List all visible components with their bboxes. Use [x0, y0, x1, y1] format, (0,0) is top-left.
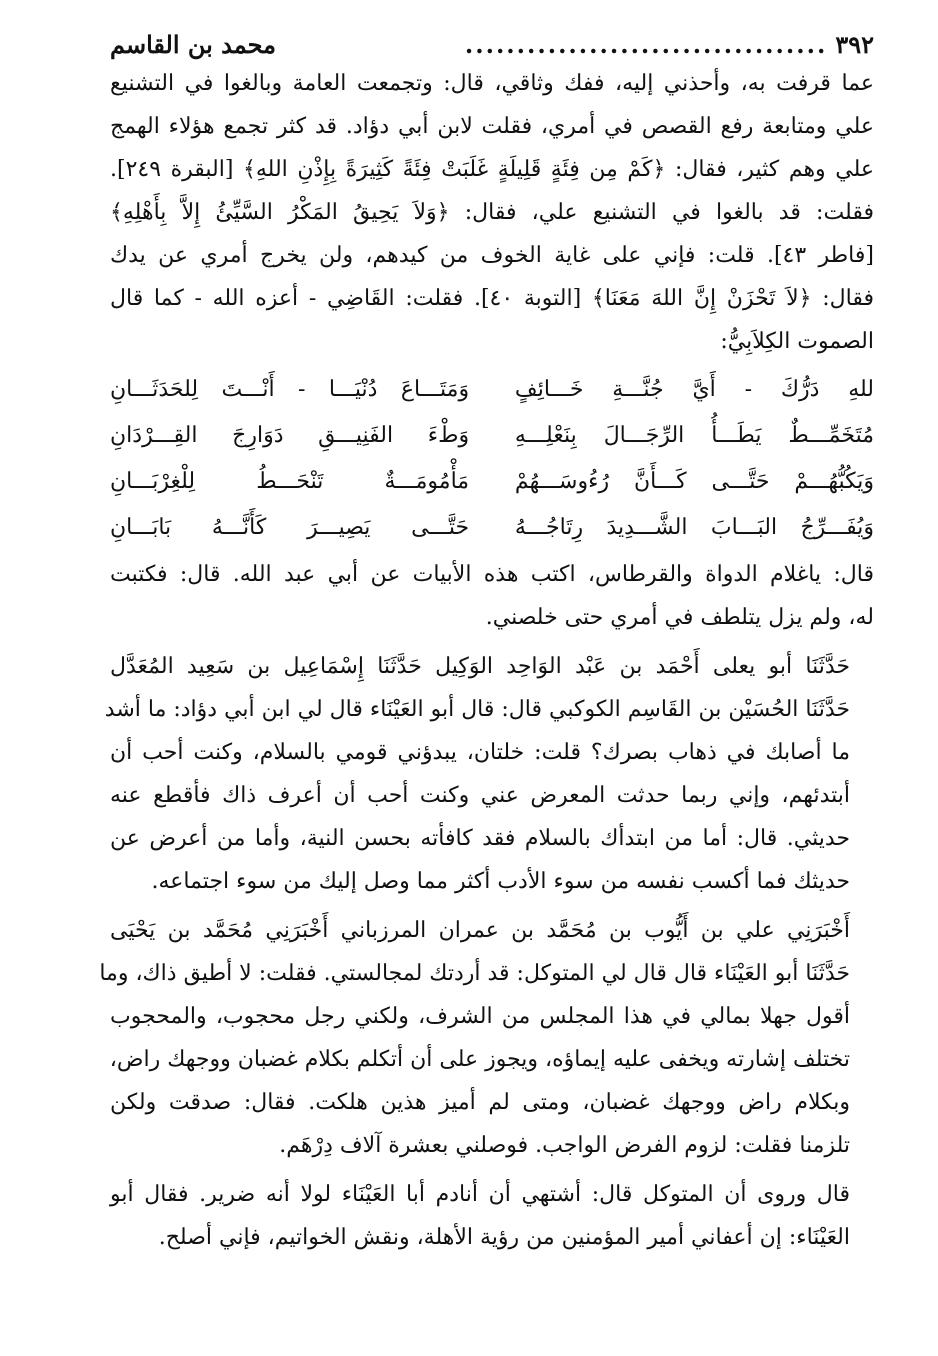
text-line: [فاطر ٤٣]. قلت: فإني على غاية الخوف من كيدهم، ولن يخرج أمري عن يدك: [110, 243, 874, 268]
text-line: عما قرفت به، وأحذني إليه، ففك وثاقي، قال: وتجمعت العامة وبالغوا في التشنيع: [110, 71, 874, 96]
text-line: الصموت الكِلاَبِيُّ:: [720, 329, 874, 354]
text-line: حَدَّثَنَا أبو العَيْنَاء قال قال لي المتوكل: قد أردتك لمجالستي. فقلت: لا أطيق ذاك، وما: [99, 961, 850, 986]
verse-first-hemistich: وَيَكُبُّهُـــمْ حَتَّـــى كَـــأَنَّ رُءُوسَـــهُمْ: [514, 469, 874, 494]
paragraph-anecdote: [110, 1173, 874, 1259]
text-line: أَخْبَرَنِي علي بن أَيُّوب بن مُحَمَّد بن عمران المرزباني أَخْبَرَنِي مُحَمَّد بن يَحْيَى: [110, 918, 850, 943]
text-line: حَدَّثَنَا الحُسَيْن بن القَاسِم الكوكبي قال: قال أبو العَيْنَاء قال لي ابن أبي دؤاد: ما أشد: [104, 697, 850, 722]
verse-second-hemistich: حَتَّـــى يَصِيـــرَ كَأَنَّـــهُ بَابَـــانِ: [110, 515, 470, 540]
text-line: حديثي. قال: أما من ابتدأك بالسلام فقد كافأته بحسن النية، وأما من أعرض عن: [110, 826, 850, 851]
paragraph-hadith: [104, 645, 874, 903]
text-line: قال: ياغلام الدواة والقرطاس، اكتب هذه الأبيات عن أبي عبد الله. قال: فكتبت: [110, 562, 874, 587]
text-line: حَدَّثَنَا أبو يعلى أَحْمَد بن عَبْد الوَاحِد الوَكِيل حَدَّثَنَا إِسْمَاعِيل بن سَعِيد المُعَدَّل: [110, 654, 850, 679]
poem-verse: [110, 459, 874, 505]
page-number: ٣٩٢: [835, 30, 874, 59]
text-line: ما أصابك في ذهاب بصرك؟ قلت: خلتان، يبدؤني قومي بالسلام، وكنت أحب أن: [110, 740, 850, 765]
text-line: أقول جهلا بمالي في هذا المجلس من الشرف، ولكني رجل محجوب، والمحجوب: [110, 1004, 850, 1029]
verse-first-hemistich: للهِ دَرُّكَ - أَيَّ جُنَّـــةِ خَـــائِفٍ: [514, 377, 874, 402]
verse-second-hemistich: مَأْمُومَـــةٌ تَنْحَـــطُ لِلْغِرْبَـــانِ: [110, 469, 470, 494]
paragraph-narrative: [110, 62, 874, 363]
verse-second-hemistich: وَمَتَـــاعَ دُنْيَـــا - أَنْـــتَ لِلحَدَثَـــانِ: [110, 377, 470, 402]
poem-verse: [110, 505, 874, 551]
paragraph-hadith: [99, 909, 874, 1167]
text-line: فقلت: قد بالغوا في التشنيع علي، فقال: ﴿وَلاَ يَحِيقُ المَكْرُ السَّيِّئُ إِلاَّ بِأَهْلِهِ﴾: [110, 200, 874, 225]
dot-leader: ...................................: [464, 30, 828, 59]
poem-verse: [110, 367, 874, 413]
poem-verse: [110, 413, 874, 459]
paragraph-narrative: [110, 553, 874, 639]
verse-second-hemistich: وَطْءَ الفَنِيـــقِ دَوَارِجَ القِـــرْدَانِ: [110, 423, 470, 448]
text-line: أبتدئهم، وإني ربما حدثت المعرض عني وكنت أحب أن أعرف ذاك فأقطع عنه: [110, 783, 850, 808]
page-header: [110, 28, 874, 62]
verse-first-hemistich: وَيُفَـــرِّجُ البَـــابَ الشَّـــدِيدَ رِتَاجُـــهُ: [514, 515, 874, 540]
text-line: العَيْنَاء: إن أعفاني أمير المؤمنين من رؤية الأهلة، ونقش الخواتيم، فإني أصلح.: [158, 1225, 850, 1250]
running-title: محمد بن القاسم: [110, 30, 276, 59]
text-line: تلزمنا فقلت: لزوم الفرض الواجب. فوصلني بعشرة آلاف دِرْهَم.: [279, 1133, 850, 1158]
text-line: له، ولم يزل يتلطف في أمري حتى خلصني.: [485, 605, 874, 630]
verse-first-hemistich: مُتَخَمِّـــطٌ يَطَـــأُ الرِّجَـــالَ بِنَعْلِـــهِ: [514, 423, 874, 448]
text-line: تختلف إشارته ويخفى عليه إيماؤه، ويجوز على أن أتكلم بكلام غضبان ووجهك راض،: [109, 1047, 850, 1072]
text-line: وبكلام راض ووجهك غضبان، ومتى لم أميز هذين هلكت. فقال: صدقت ولكن: [110, 1090, 850, 1115]
text-line: حديثك فما أكسب نفسه من سوء الأدب أكثر مما وصل إليك من سوء اجتماعه.: [151, 869, 850, 894]
text-line: علي وهم كثير، فقال: ﴿كَمْ مِن فِئَةٍ قَلِيلَةٍ غَلَبَتْ فِئَةً كَثِيرَةً بِإِذْنِ اللهِ﴾ [البقرة ٢٤٩].: [110, 157, 874, 182]
text-line: قال وروى أن المتوكل قال: أشتهي أن أنادم أبا العَيْنَاء لولا أنه ضرير. فقال أبو: [110, 1182, 850, 1207]
text-line: فقال: ﴿لاَ تَحْزَنْ إِنَّ اللهَ مَعَنَا﴾ [التوبة ٤٠]. فقلت: القَاضِي - أعزه الله - كما قال: [110, 286, 874, 311]
poem: [110, 367, 874, 551]
text-line: علي ومتابعة رفع القصص في أمري، فقلت لابن أبي دؤاد. قد كثر تجمع هؤلاء الهمج: [110, 114, 874, 139]
